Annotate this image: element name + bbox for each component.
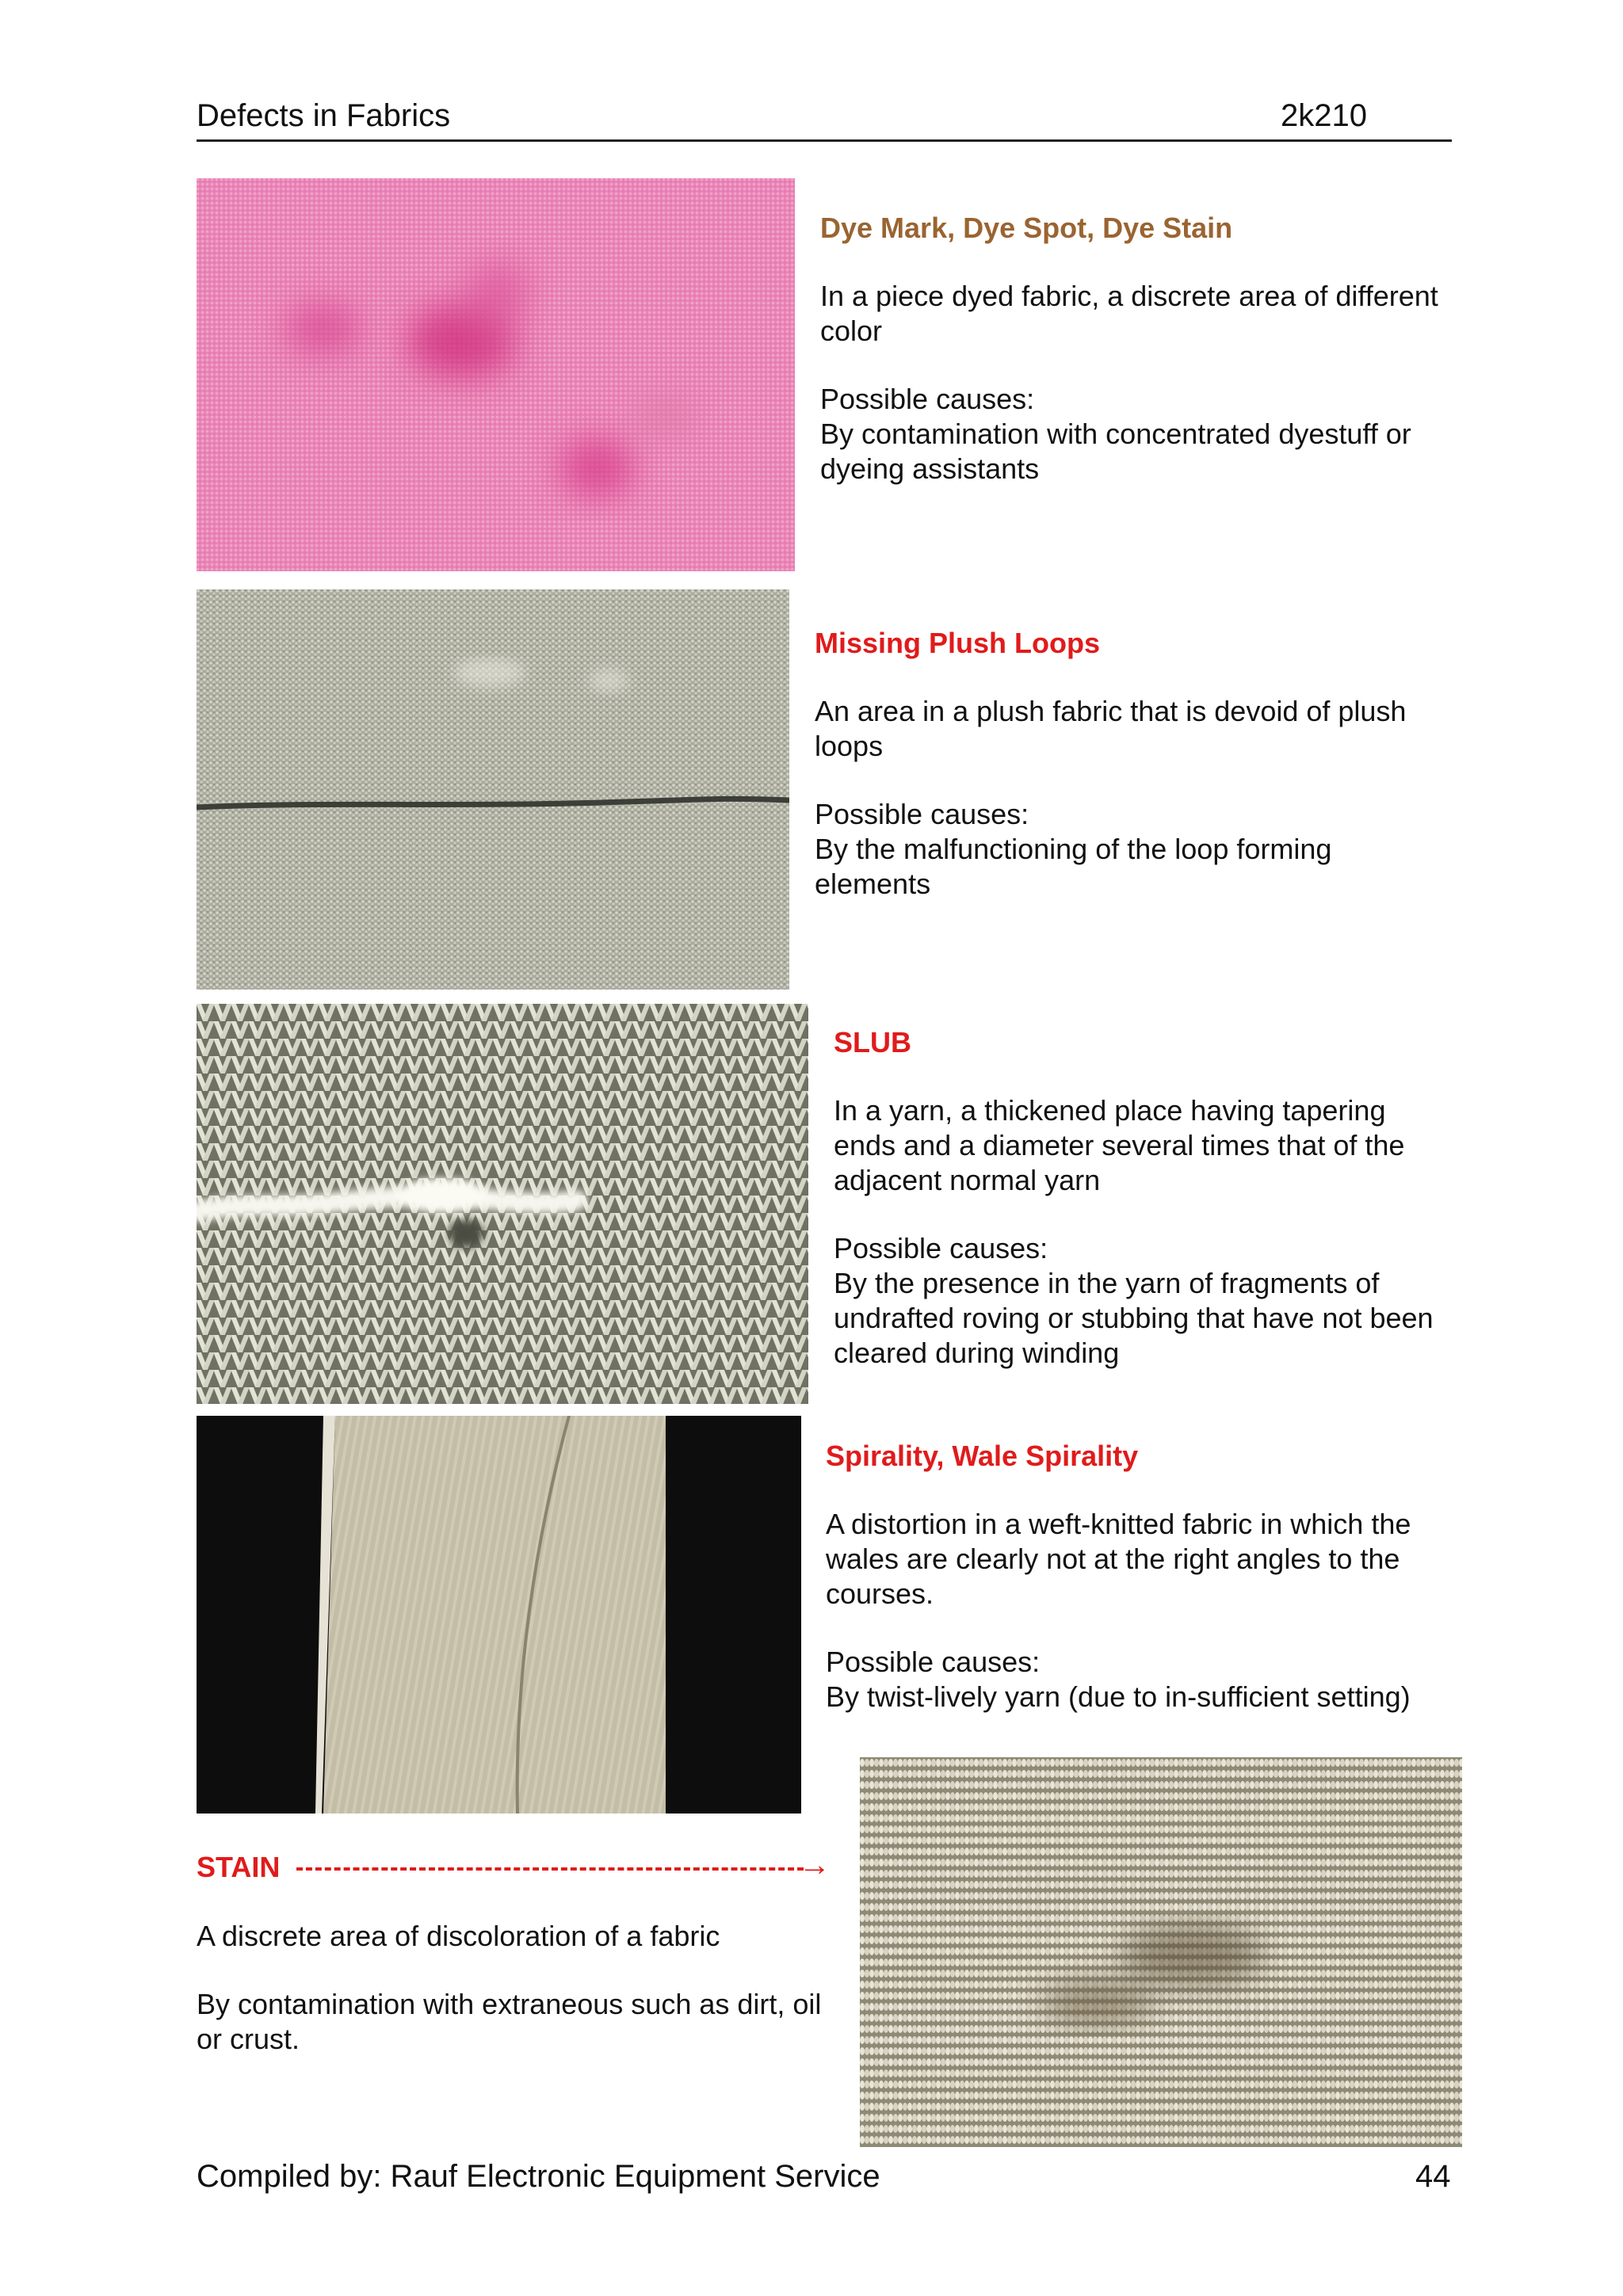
defect-spirality — [826, 1439, 1460, 1714]
defect-causes: By twist-lively yarn (due to in-sufficient setting) — [826, 1680, 1411, 1713]
defect-dye-mark — [820, 211, 1454, 486]
page-footer — [197, 2159, 1452, 2195]
defect-slub — [834, 1025, 1452, 1371]
causes-label: Possible causes: — [834, 1232, 1048, 1264]
defect-causes: By the malfunctioning of the loop forming elements — [815, 833, 1332, 900]
defect-description: A distortion in a weft-knitted fabric in which the wales are clearly not at the right angles to the courses. — [826, 1508, 1411, 1610]
stain-swatch — [860, 1757, 1462, 2147]
compiled-by: Compiled by: Rauf Electronic Equipment Service — [197, 2159, 880, 2194]
causes-label: Possible causes: — [820, 383, 1035, 415]
stain-description: A discrete area of discoloration of a fabric — [197, 1920, 720, 1952]
defect-title: Dye Mark, Dye Spot, Dye Stain — [820, 212, 1233, 244]
defect-causes: By contamination with concentrated dyestuff or dyeing assistants — [820, 418, 1411, 485]
defect-title: Spirality, Wale Spirality — [826, 1440, 1139, 1472]
page-number: 44 — [1415, 2159, 1451, 2194]
defect-title: SLUB — [834, 1026, 911, 1058]
stain-title: STAIN — [197, 1851, 281, 1883]
page-header — [197, 98, 1452, 142]
stain-text — [197, 1919, 831, 2057]
defect-description: In a piece dyed fabric, a discrete area of different color — [820, 280, 1438, 347]
defect-description: In a yarn, a thickened place having tapering ends and a diameter several times that of the adjacent normal yarn — [834, 1094, 1405, 1196]
stain-pointer-line — [296, 1867, 804, 1871]
defect-missing-plush-loops — [815, 626, 1449, 902]
spirality-swatch — [197, 1416, 801, 1814]
causes-label: Possible causes: — [826, 1646, 1041, 1678]
dye-stain-swatch — [197, 178, 795, 571]
document-title: Defects in Fabrics — [197, 98, 451, 133]
slub-swatch — [197, 1004, 808, 1404]
defect-description: An area in a plush fabric that is devoid of plush loops — [815, 695, 1407, 762]
defect-title: Missing Plush Loops — [815, 627, 1101, 659]
causes-label: Possible causes: — [815, 798, 1029, 830]
stain-causes: By contamination with extraneous such as dirt, oil or crust. — [197, 1988, 822, 2055]
defect-causes: By the presence in the yarn of fragments of undrafted roving or stubbing that have not been cleared during winding — [834, 1267, 1434, 1369]
arrow-right-icon: → — [799, 1848, 831, 1882]
document-code: 2k210 — [1281, 98, 1367, 133]
plush-loops-swatch — [197, 589, 789, 990]
